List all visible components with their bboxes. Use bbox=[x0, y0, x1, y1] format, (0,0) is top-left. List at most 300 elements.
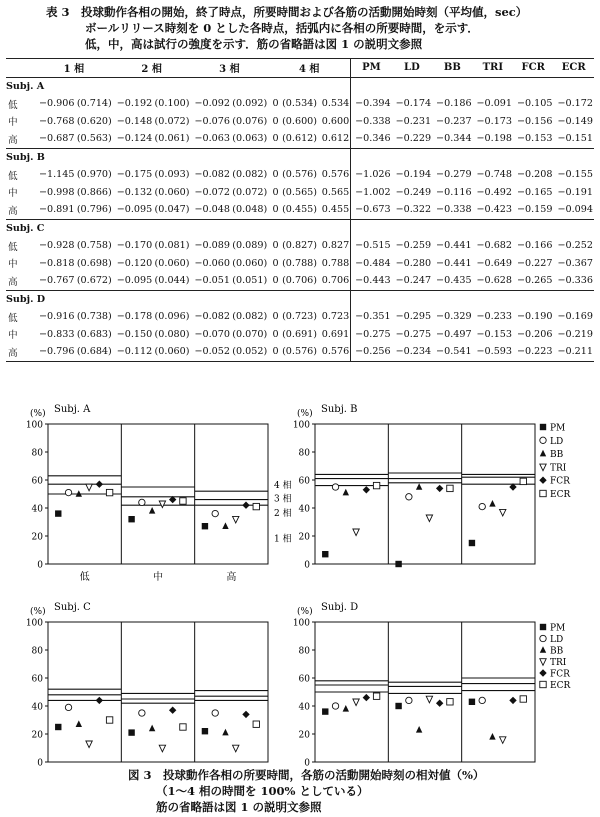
phase-cell: 0 bbox=[272, 240, 279, 252]
phase-cell: (0.714) bbox=[76, 98, 112, 110]
muscle-cell: −0.338 bbox=[351, 113, 392, 131]
y-tick-label: 40 bbox=[31, 504, 43, 515]
header-muscle-ecr: ECR bbox=[561, 62, 586, 74]
marker-fcr bbox=[169, 707, 176, 714]
y-tick-label: 0 bbox=[37, 560, 43, 571]
marker-ecr bbox=[520, 696, 526, 702]
legend-label-fcr: FCR bbox=[550, 669, 570, 680]
muscle-cell: −0.541 bbox=[436, 346, 472, 358]
muscle-cell: −0.116 bbox=[436, 186, 472, 198]
muscle-cell: −0.211 bbox=[557, 346, 593, 358]
muscle-cell: −0.492 bbox=[476, 186, 513, 198]
marker-ecr bbox=[447, 485, 453, 491]
marker-ld bbox=[139, 499, 145, 505]
phase-cell: −0.178 bbox=[116, 311, 153, 323]
marker-tri bbox=[353, 699, 359, 706]
phase-cell: 0.576 bbox=[321, 346, 350, 358]
table-caption-line3: 低，中，高は試行の強度を示す．筋の省略語は図 1 の説明文参照 bbox=[85, 37, 423, 51]
phase-cell: (0.070) bbox=[232, 328, 268, 340]
marker-bb bbox=[343, 489, 349, 496]
legend-marker-tri bbox=[540, 464, 546, 471]
muscle-cell: −0.219 bbox=[557, 328, 593, 340]
phase-cell: (0.684) bbox=[76, 346, 112, 358]
muscle-cell: −0.628 bbox=[476, 275, 513, 287]
muscle-cell: −0.198 bbox=[476, 133, 513, 145]
marker-tri bbox=[500, 509, 506, 516]
muscle-cell: −0.423 bbox=[476, 204, 513, 216]
phase-cell: −0.916 bbox=[38, 311, 75, 323]
y-tick-label: 60 bbox=[31, 476, 43, 487]
y-axis-label: (%) bbox=[297, 409, 313, 419]
muscle-cell: −0.247 bbox=[395, 275, 432, 287]
muscle-cell: −0.229 bbox=[395, 133, 432, 145]
muscle-cell: −0.172 bbox=[557, 98, 593, 110]
marker-fcr bbox=[363, 694, 370, 701]
marker-ld bbox=[212, 710, 218, 716]
phase-cell: −0.060 bbox=[194, 257, 230, 269]
chart-title: Subj. A bbox=[54, 404, 91, 415]
y-tick-label: 20 bbox=[298, 532, 310, 543]
phase-cell: 0.706 bbox=[321, 275, 350, 287]
marker-tri bbox=[233, 516, 239, 523]
legend-marker-ecr bbox=[540, 681, 546, 687]
phase-cell: (0.576) bbox=[282, 169, 318, 181]
phase-cell: −0.175 bbox=[116, 169, 153, 181]
legend-label-tri: TRI bbox=[550, 658, 567, 668]
phase-cell: −0.891 bbox=[38, 204, 75, 216]
muscle-cell: −0.151 bbox=[557, 133, 593, 145]
muscle-cell: −0.275 bbox=[351, 326, 392, 344]
marker-pm bbox=[55, 510, 61, 516]
phase-cell: (0.093) bbox=[154, 169, 190, 181]
marker-fcr bbox=[436, 700, 443, 707]
marker-bb bbox=[222, 522, 228, 529]
legend-marker-pm bbox=[540, 624, 546, 630]
muscle-cell: −0.682 bbox=[476, 240, 513, 252]
phase-label: 4 相 bbox=[274, 481, 292, 492]
phase-label: 2 相 bbox=[274, 509, 292, 520]
y-tick-label: 80 bbox=[298, 448, 310, 459]
marker-ecr bbox=[106, 717, 112, 723]
muscle-cell: −0.748 bbox=[476, 169, 513, 181]
legend-label-ld: LD bbox=[550, 635, 564, 645]
y-tick-label: 40 bbox=[298, 504, 310, 515]
muscle-cell: −1.026 bbox=[351, 166, 392, 184]
legend-label-pm: PM bbox=[550, 623, 566, 634]
phase-cell: 0 bbox=[272, 311, 279, 323]
marker-tri bbox=[233, 745, 239, 752]
phase-cell: (0.061) bbox=[154, 133, 190, 145]
header-phase-1: 1 相 bbox=[63, 64, 85, 76]
phase-cell: 0.565 bbox=[321, 186, 350, 198]
marker-ecr bbox=[373, 693, 379, 699]
muscle-cell: −0.223 bbox=[516, 346, 553, 358]
legend-marker-ld bbox=[540, 635, 546, 641]
marker-tri bbox=[426, 696, 432, 703]
phase-cell: 0 bbox=[272, 346, 279, 358]
marker-pm bbox=[395, 561, 401, 567]
subject-label: Subj. D bbox=[6, 290, 351, 308]
phase-cell: −0.048 bbox=[194, 204, 230, 216]
muscle-cell: −0.435 bbox=[436, 275, 472, 287]
muscle-cell: −0.191 bbox=[557, 186, 593, 198]
muscle-cell: −0.237 bbox=[436, 115, 472, 127]
y-tick-label: 0 bbox=[304, 560, 310, 571]
muscle-cell: −0.441 bbox=[436, 240, 472, 252]
y-tick-label: 0 bbox=[37, 758, 43, 769]
phase-cell: 0.691 bbox=[321, 328, 350, 340]
phase-cell: −0.818 bbox=[38, 257, 75, 269]
phase-cell: −0.928 bbox=[38, 240, 75, 252]
legend-marker-ecr bbox=[540, 490, 546, 496]
subject-label: Subj. A bbox=[6, 80, 45, 92]
category-label: 高 bbox=[226, 572, 237, 583]
phase-cell: (0.455) bbox=[282, 204, 318, 216]
intensity-label: 低 bbox=[8, 241, 18, 253]
table-caption-line1: 表 3 投球動作各相の開始，終了時点，所要時間および各筋の活動開始時刻（平均値，sec） bbox=[46, 5, 528, 19]
y-tick-label: 20 bbox=[298, 730, 310, 741]
phase-cell: (0.758) bbox=[76, 240, 112, 252]
phase-cell: (0.612) bbox=[282, 133, 318, 145]
header-phase-2: 2 相 bbox=[141, 64, 162, 76]
phase-cell: −0.132 bbox=[116, 186, 153, 198]
y-tick-label: 100 bbox=[25, 618, 43, 629]
intensity-label: 低 bbox=[8, 312, 18, 324]
phase-cell: 0 bbox=[272, 257, 279, 269]
muscle-cell: −0.673 bbox=[351, 201, 392, 219]
marker-bb bbox=[222, 729, 228, 736]
marker-ecr bbox=[253, 721, 259, 727]
marker-ld bbox=[406, 697, 412, 703]
marker-fcr bbox=[242, 502, 249, 509]
phase-cell: −0.170 bbox=[116, 240, 153, 252]
marker-tri bbox=[353, 529, 359, 536]
phase-cell: −0.070 bbox=[194, 328, 230, 340]
header-phase-4: 4 相 bbox=[298, 64, 320, 76]
muscle-cell: −0.344 bbox=[436, 133, 472, 145]
y-tick-label: 60 bbox=[298, 674, 310, 685]
phase-cell: −0.687 bbox=[38, 133, 75, 145]
marker-ld bbox=[479, 697, 485, 703]
muscle-cell: −0.441 bbox=[436, 257, 472, 269]
phase-cell: (0.060) bbox=[154, 257, 190, 269]
muscle-cell: −0.336 bbox=[557, 275, 593, 287]
muscle-cell: −0.186 bbox=[436, 98, 472, 110]
y-tick-label: 0 bbox=[304, 758, 310, 769]
phase-cell: −0.998 bbox=[38, 186, 75, 198]
phase-cell: (0.672) bbox=[76, 275, 112, 287]
phase-cell: 0.827 bbox=[321, 240, 350, 252]
muscle-cell: −0.259 bbox=[395, 240, 432, 252]
intensity-label: 中 bbox=[8, 117, 18, 129]
header-muscle-ld: LD bbox=[404, 62, 420, 74]
legend-label-ecr: ECR bbox=[550, 490, 571, 500]
intensity-label: 低 bbox=[8, 99, 18, 111]
phase-cell: −1.145 bbox=[38, 169, 75, 181]
figure-caption-line3: 筋の省略語は図 1 の説明文参照 bbox=[156, 800, 322, 814]
marker-fcr bbox=[436, 485, 443, 492]
muscle-cell: −0.159 bbox=[516, 204, 553, 216]
marker-ecr bbox=[447, 699, 453, 705]
phase-cell: (0.563) bbox=[76, 133, 112, 145]
phase-cell: (0.060) bbox=[154, 186, 190, 198]
intensity-label: 低 bbox=[8, 170, 18, 182]
phase-cell: −0.120 bbox=[116, 257, 153, 269]
muscle-cell: −0.265 bbox=[516, 275, 553, 287]
muscle-cell: −0.275 bbox=[395, 328, 432, 340]
marker-pm bbox=[55, 724, 61, 730]
marker-fcr bbox=[509, 697, 516, 704]
plot-frame bbox=[48, 622, 268, 762]
phase-cell: (0.796) bbox=[76, 204, 112, 216]
y-tick-label: 80 bbox=[298, 646, 310, 657]
phase-cell: (0.089) bbox=[232, 240, 268, 252]
muscle-cell: −0.443 bbox=[351, 272, 392, 290]
phase-cell: −0.768 bbox=[38, 115, 75, 127]
phase-cell: −0.124 bbox=[116, 133, 153, 145]
marker-ld bbox=[332, 484, 338, 490]
marker-bb bbox=[149, 725, 155, 732]
phase-cell: −0.076 bbox=[194, 115, 230, 127]
phase-cell: (0.082) bbox=[232, 311, 268, 323]
legend-label-fcr: FCR bbox=[550, 476, 570, 487]
muscle-cell: −0.149 bbox=[557, 115, 593, 127]
muscle-cell: −0.280 bbox=[395, 257, 432, 269]
y-axis-label: (%) bbox=[30, 607, 46, 617]
marker-pm bbox=[128, 516, 134, 522]
muscle-cell: −0.169 bbox=[557, 311, 593, 323]
y-tick-label: 100 bbox=[25, 420, 43, 431]
muscle-cell: −0.166 bbox=[516, 240, 553, 252]
legend-marker-fcr bbox=[539, 669, 546, 676]
muscle-cell: −0.105 bbox=[516, 98, 553, 110]
phase-cell: −0.089 bbox=[194, 240, 230, 252]
marker-fcr bbox=[242, 711, 249, 718]
y-tick-label: 100 bbox=[292, 618, 310, 629]
phase-cell: −0.082 bbox=[194, 169, 230, 181]
y-tick-label: 40 bbox=[298, 702, 310, 713]
muscle-cell: −0.165 bbox=[516, 186, 553, 198]
marker-pm bbox=[469, 540, 475, 546]
marker-tri bbox=[86, 741, 92, 748]
muscle-cell: −0.394 bbox=[351, 95, 392, 113]
phase-cell: (0.072) bbox=[232, 186, 268, 198]
phase-cell: −0.767 bbox=[38, 275, 75, 287]
phase-cell: (0.534) bbox=[282, 98, 318, 110]
y-tick-label: 80 bbox=[31, 448, 43, 459]
muscle-cell: −0.484 bbox=[351, 255, 392, 273]
phase-cell: (0.048) bbox=[232, 204, 268, 216]
marker-pm bbox=[395, 703, 401, 709]
muscle-cell: −0.206 bbox=[516, 328, 553, 340]
muscle-cell: −0.338 bbox=[436, 204, 472, 216]
intensity-label: 中 bbox=[8, 259, 18, 271]
phase-cell: −0.148 bbox=[116, 115, 153, 127]
phase-cell: (0.723) bbox=[282, 311, 318, 323]
phase-cell: (0.072) bbox=[154, 115, 190, 127]
phase-cell: −0.192 bbox=[116, 98, 153, 110]
phase-cell: (0.866) bbox=[76, 186, 112, 198]
marker-tri bbox=[426, 515, 432, 522]
phase-cell: −0.095 bbox=[116, 275, 153, 287]
marker-ld bbox=[406, 494, 412, 500]
phase-cell: 0.534 bbox=[321, 98, 350, 110]
phase-cell: (0.092) bbox=[232, 98, 268, 110]
muscle-cell: −0.249 bbox=[395, 186, 432, 198]
muscle-cell: −0.497 bbox=[436, 328, 472, 340]
chart-title: Subj. B bbox=[321, 404, 358, 415]
marker-ecr bbox=[373, 482, 379, 488]
marker-bb bbox=[76, 720, 82, 727]
marker-pm bbox=[202, 523, 208, 529]
phase-cell: −0.072 bbox=[194, 186, 230, 198]
header-muscle-pm: PM bbox=[351, 59, 392, 78]
legend-marker-tri bbox=[540, 659, 546, 666]
phase-cell: 0.455 bbox=[321, 204, 350, 216]
y-axis-label: (%) bbox=[297, 607, 313, 617]
marker-pm bbox=[322, 551, 328, 557]
marker-tri bbox=[159, 501, 165, 508]
legend-label-tri: TRI bbox=[550, 463, 567, 474]
header-muscle-tri: TRI bbox=[482, 62, 503, 74]
header-muscle-bb: BB bbox=[443, 62, 461, 74]
phase-cell: (0.047) bbox=[154, 204, 190, 216]
header-phase-3: 3 相 bbox=[219, 64, 240, 76]
phase-cell: (0.076) bbox=[232, 115, 268, 127]
muscle-cell: −0.329 bbox=[436, 311, 472, 323]
muscle-cell: −0.252 bbox=[557, 240, 593, 252]
phase-cell: (0.063) bbox=[232, 133, 268, 145]
marker-ld bbox=[332, 703, 338, 709]
marker-ecr bbox=[520, 478, 526, 484]
marker-fcr bbox=[96, 481, 103, 488]
phase-cell: 0.576 bbox=[321, 169, 350, 181]
phase-cell: 0.612 bbox=[321, 133, 350, 145]
header-muscle-fcr: FCR bbox=[521, 62, 545, 74]
phase-cell: −0.063 bbox=[194, 133, 230, 145]
phase-cell: 0 bbox=[272, 115, 279, 127]
marker-pm bbox=[322, 708, 328, 714]
marker-ld bbox=[139, 710, 145, 716]
marker-bb bbox=[343, 705, 349, 712]
y-tick-label: 80 bbox=[31, 646, 43, 657]
legend-label-pm: PM bbox=[550, 423, 566, 434]
phase-cell: (0.081) bbox=[154, 240, 190, 252]
y-tick-label: 20 bbox=[31, 532, 43, 543]
muscle-cell: −0.231 bbox=[395, 115, 432, 127]
marker-fcr bbox=[363, 486, 370, 493]
figure-caption-line2: （1～4 相の時間を 100% としている） bbox=[156, 784, 369, 798]
subject-label: Subj. B bbox=[6, 148, 351, 166]
phase-cell: (0.096) bbox=[154, 311, 190, 323]
y-tick-label: 60 bbox=[31, 674, 43, 685]
phase-cell: (0.738) bbox=[76, 311, 112, 323]
intensity-label: 高 bbox=[8, 276, 18, 288]
marker-pm bbox=[128, 729, 134, 735]
phase-cell: (0.082) bbox=[232, 169, 268, 181]
muscle-cell: −0.190 bbox=[516, 311, 553, 323]
muscle-cell: −0.351 bbox=[351, 308, 392, 326]
marker-ecr bbox=[106, 489, 112, 495]
phase-cell: (0.691) bbox=[282, 328, 318, 340]
legend-label-bb: BB bbox=[550, 450, 564, 461]
phase-cell: 0 bbox=[272, 186, 279, 198]
muscle-cell: −0.322 bbox=[395, 204, 432, 216]
muscle-cell: −0.156 bbox=[516, 115, 553, 127]
phase-cell: −0.150 bbox=[116, 328, 153, 340]
category-label: 中 bbox=[153, 572, 163, 583]
intensity-label: 高 bbox=[8, 205, 18, 217]
legend-label-ld: LD bbox=[550, 436, 564, 447]
figure-caption-line1: 図 3 投球動作各相の所要時間，各筋の活動開始時刻の相対値（%） bbox=[128, 768, 485, 782]
phase-cell: 0.723 bbox=[321, 311, 350, 323]
marker-ld bbox=[65, 704, 71, 710]
marker-bb bbox=[489, 500, 495, 507]
muscle-cell: −0.515 bbox=[351, 237, 392, 255]
intensity-label: 中 bbox=[8, 330, 18, 342]
phase-cell: (0.788) bbox=[282, 257, 318, 269]
marker-bb bbox=[149, 507, 155, 514]
muscle-cell: −0.593 bbox=[476, 346, 513, 358]
legend-marker-pm bbox=[540, 424, 546, 430]
muscle-cell: −0.227 bbox=[516, 257, 553, 269]
category-label: 低 bbox=[79, 572, 90, 583]
muscle-cell: −0.155 bbox=[557, 169, 593, 181]
marker-pm bbox=[469, 699, 475, 705]
phase-cell: 0 bbox=[272, 204, 279, 216]
phase-cell: (0.600) bbox=[282, 115, 318, 127]
phase-cell: (0.044) bbox=[154, 275, 190, 287]
phase-cell: 0 bbox=[272, 133, 279, 145]
phase-cell: (0.620) bbox=[76, 115, 112, 127]
marker-bb bbox=[416, 726, 422, 733]
y-axis-label: (%) bbox=[30, 409, 46, 419]
intensity-label: 中 bbox=[8, 188, 18, 200]
phase-cell: 0 bbox=[272, 275, 279, 287]
legend-marker-bb bbox=[540, 450, 546, 457]
y-tick-label: 60 bbox=[298, 476, 310, 487]
phase-cell: −0.082 bbox=[194, 311, 230, 323]
phase-cell: 0 bbox=[272, 169, 279, 181]
phase-cell: −0.092 bbox=[194, 98, 230, 110]
legend-marker-ld bbox=[540, 437, 546, 443]
muscle-cell: −0.094 bbox=[557, 204, 593, 216]
muscle-cell: −0.256 bbox=[351, 343, 392, 361]
phase-cell: (0.706) bbox=[282, 275, 318, 287]
phase-cell: 0.788 bbox=[321, 257, 350, 269]
phase-cell: (0.698) bbox=[76, 257, 112, 269]
phase-cell: −0.833 bbox=[38, 328, 75, 340]
phase-cell: −0.051 bbox=[194, 275, 230, 287]
muscle-cell: −0.234 bbox=[395, 346, 432, 358]
phase-cell: (0.060) bbox=[232, 257, 268, 269]
phase-cell: (0.052) bbox=[232, 346, 268, 358]
phase-label: 1 相 bbox=[274, 534, 292, 545]
phase-cell: 0 bbox=[272, 98, 279, 110]
muscle-cell: −0.091 bbox=[476, 98, 513, 110]
table-caption-line2: ボールリリース時刻を 0 とした各時点，括弧内に各相の所要時間，を示す． bbox=[85, 21, 479, 35]
phase-cell: −0.906 bbox=[38, 98, 75, 110]
marker-ecr bbox=[253, 503, 259, 509]
phase-cell: (0.100) bbox=[154, 98, 190, 110]
phase-cell: (0.565) bbox=[282, 186, 318, 198]
marker-bb bbox=[489, 733, 495, 740]
subject-label: Subj. C bbox=[6, 219, 351, 237]
marker-ecr bbox=[180, 498, 186, 504]
marker-ld bbox=[212, 510, 218, 516]
muscle-cell: −0.173 bbox=[476, 115, 513, 127]
marker-tri bbox=[159, 745, 165, 752]
